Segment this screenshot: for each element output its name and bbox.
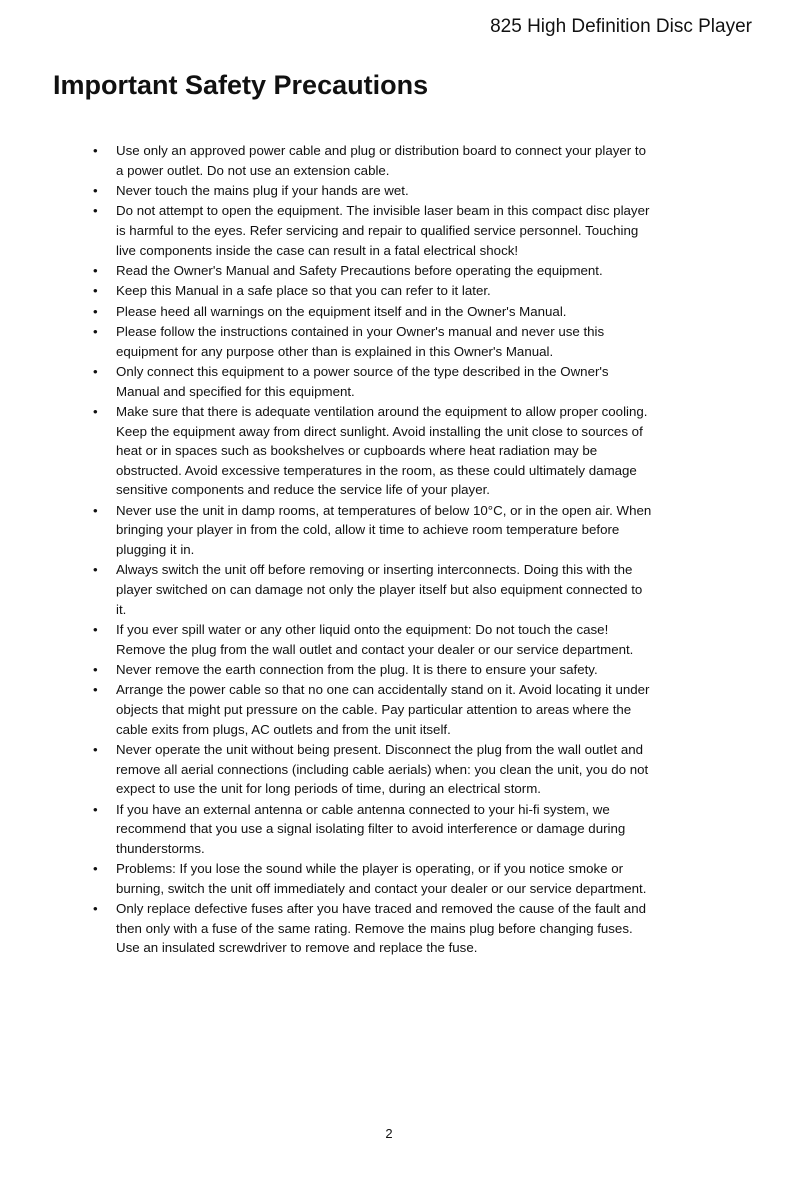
- document-header-title: 825 High Definition Disc Player: [490, 16, 752, 37]
- precaution-item: • Never use the unit in damp rooms, at temperatures of below 10°C, or in the open air. When bringing your player in from the cold, allow it time to achieve room temperature before plugging it in.: [92, 501, 652, 560]
- precaution-item: • Only connect this equipment to a power source of the type described in the Owner's Manual and specified for this equipment.: [92, 362, 652, 401]
- precaution-item: • Read the Owner's Manual and Safety Precautions before operating the equipment.: [92, 261, 652, 281]
- precaution-item: • Please heed all warnings on the equipment itself and in the Owner's Manual.: [92, 302, 652, 322]
- precaution-item: • Never touch the mains plug if your hands are wet.: [92, 181, 652, 201]
- precaution-item: • Only replace defective fuses after you have traced and removed the cause of the fault and then only with a fuse of the same rating. Remove the mains plug before changing fuses. Use an insulated screwdriver to remove and replace the fuse.: [92, 899, 652, 958]
- precaution-item: • Please follow the instructions contained in your Owner's manual and never use this equipment for any purpose other than is explained in this Owner's Manual.: [92, 322, 652, 361]
- precaution-item: • Arrange the power cable so that no one can accidentally stand on it. Avoid locating it under objects that might put pressure on the cable. Pay particular attention to areas where the cable exits from plugs, AC outlets and from the unit itself.: [92, 680, 652, 739]
- precaution-item: • Use only an approved power cable and plug or distribution board to connect your player to a power outlet. Do not use an extension cable.: [92, 141, 652, 180]
- precaution-item: • Never operate the unit without being present. Disconnect the plug from the wall outlet and remove all aerial connections (including cable aerials) when: you clean the unit, you do not expect to use the unit for long periods of time, during an electrical storm.: [92, 740, 652, 799]
- precaution-item: • Always switch the unit off before removing or inserting interconnects. Doing this with the player switched on can damage not only the player itself but also equipment connected to it.: [92, 560, 652, 619]
- precaution-item: • Keep this Manual in a safe place so that you can refer to it later.: [92, 281, 652, 301]
- precaution-item: • Never remove the earth connection from the plug. It is there to ensure your safety.: [92, 660, 652, 680]
- precaution-item: • Problems: If you lose the sound while the player is operating, or if you notice smoke or burning, switch the unit off immediately and contact your dealer or our service department.: [92, 859, 652, 898]
- precaution-item: • If you ever spill water or any other liquid onto the equipment: Do not touch the case! Remove the plug from the wall outlet and contact your dealer or our service department.: [92, 620, 652, 659]
- precaution-item: • Do not attempt to open the equipment. The invisible laser beam in this compact disc player is harmful to the eyes. Refer servicing and repair to qualified service personnel. Touching live components inside the case can result in a fatal electrical shock!: [92, 201, 652, 260]
- precaution-item: • If you have an external antenna or cable antenna connected to your hi-fi system, we recommend that you use a signal isolating filter to avoid interference or damage during thunderstorms.: [92, 800, 652, 859]
- precaution-item: • Make sure that there is adequate ventilation around the equipment to allow proper cooling. Keep the equipment away from direct sunlight. Avoid installing the unit close to sources of heat or in spaces such as bookshelves or cupboards where heat radiation may be obstructed. Avoid excessive temperatures in the room, as these could ultimately damage sensitive components and reduce the service life of your player.: [92, 402, 652, 500]
- page-number: 2: [385, 1126, 393, 1141]
- page-title: Important Safety Precautions: [53, 70, 429, 100]
- safety-precautions-list: [92, 141, 652, 959]
